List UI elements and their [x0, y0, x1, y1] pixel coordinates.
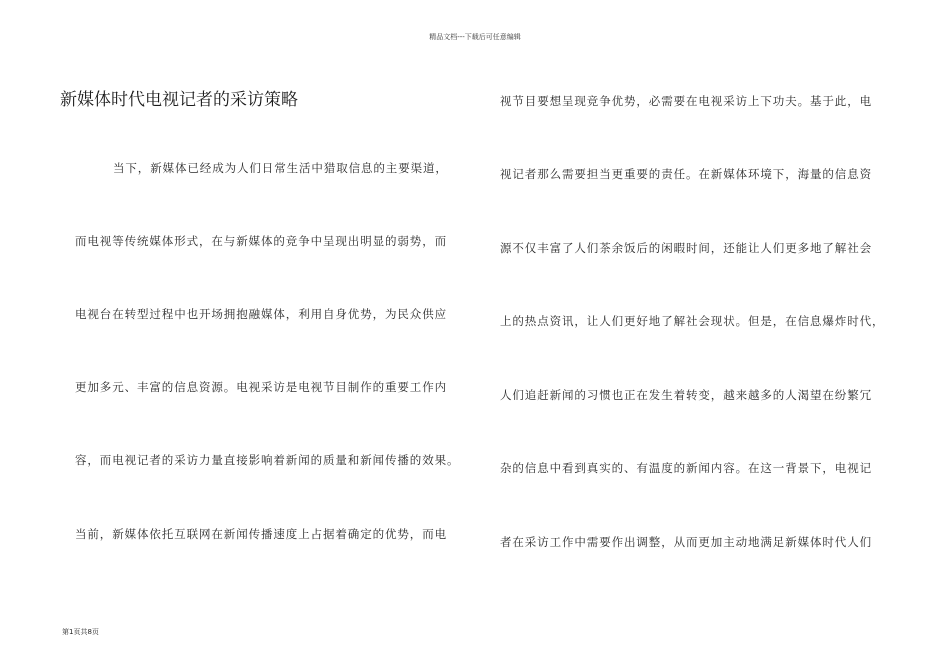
paragraph-line: 上的热点资讯，让人们更好地了解社会现状。但是，在信息爆炸时代，	[500, 314, 885, 328]
paragraph-line: 者在采访工作中需要作出调整，从而更加主动地满足新媒体时代人们	[500, 535, 872, 549]
paragraph-line: 当下，新媒体已经成为人们日常生活中猎取信息的主要渠道，	[113, 161, 448, 175]
document-title: 新媒体时代电视记者的采访策略	[60, 90, 298, 110]
paragraph-line: 容，而电视记者的采访力量直接影响着新闻的质量和新闻传播的效果。	[75, 453, 460, 467]
header-note: 精品文档---下载后可任意编辑	[429, 33, 521, 41]
paragraph-line: 视记者那么需要担当更重要的责任。在新媒体环境下，海量的信息资	[500, 167, 872, 181]
paragraph-line: 人们追赶新闻的习惯也正在发生着转变，越来越多的人渴望在纷繁冗	[500, 388, 872, 402]
paragraph-line: 而电视等传统媒体形式，在与新媒体的竞争中呈现出明显的弱势，而	[75, 234, 447, 248]
paragraph-line: 当前，新媒体依托互联网在新闻传播速度上占据着确定的优势，而电	[75, 527, 447, 541]
paragraph-line: 杂的信息中看到真实的、有温度的新闻内容。在这一背景下，电视记	[500, 461, 872, 475]
paragraph-line: 视节目要想呈现竞争优势，必需要在电视采访上下功夫。基于此，电	[500, 94, 872, 108]
paragraph-line: 源不仅丰富了人们茶余饭后的闲暇时间，还能让人们更多地了解社会	[500, 241, 872, 255]
paragraph-line: 更加多元、丰富的信息资源。电视采访是电视节目制作的重要工作内	[75, 380, 447, 394]
paragraph-line: 电视台在转型过程中也开场拥抱融媒体，利用自身优势，为民众供应	[75, 307, 447, 321]
page-number: 第1页共8页	[62, 628, 99, 636]
